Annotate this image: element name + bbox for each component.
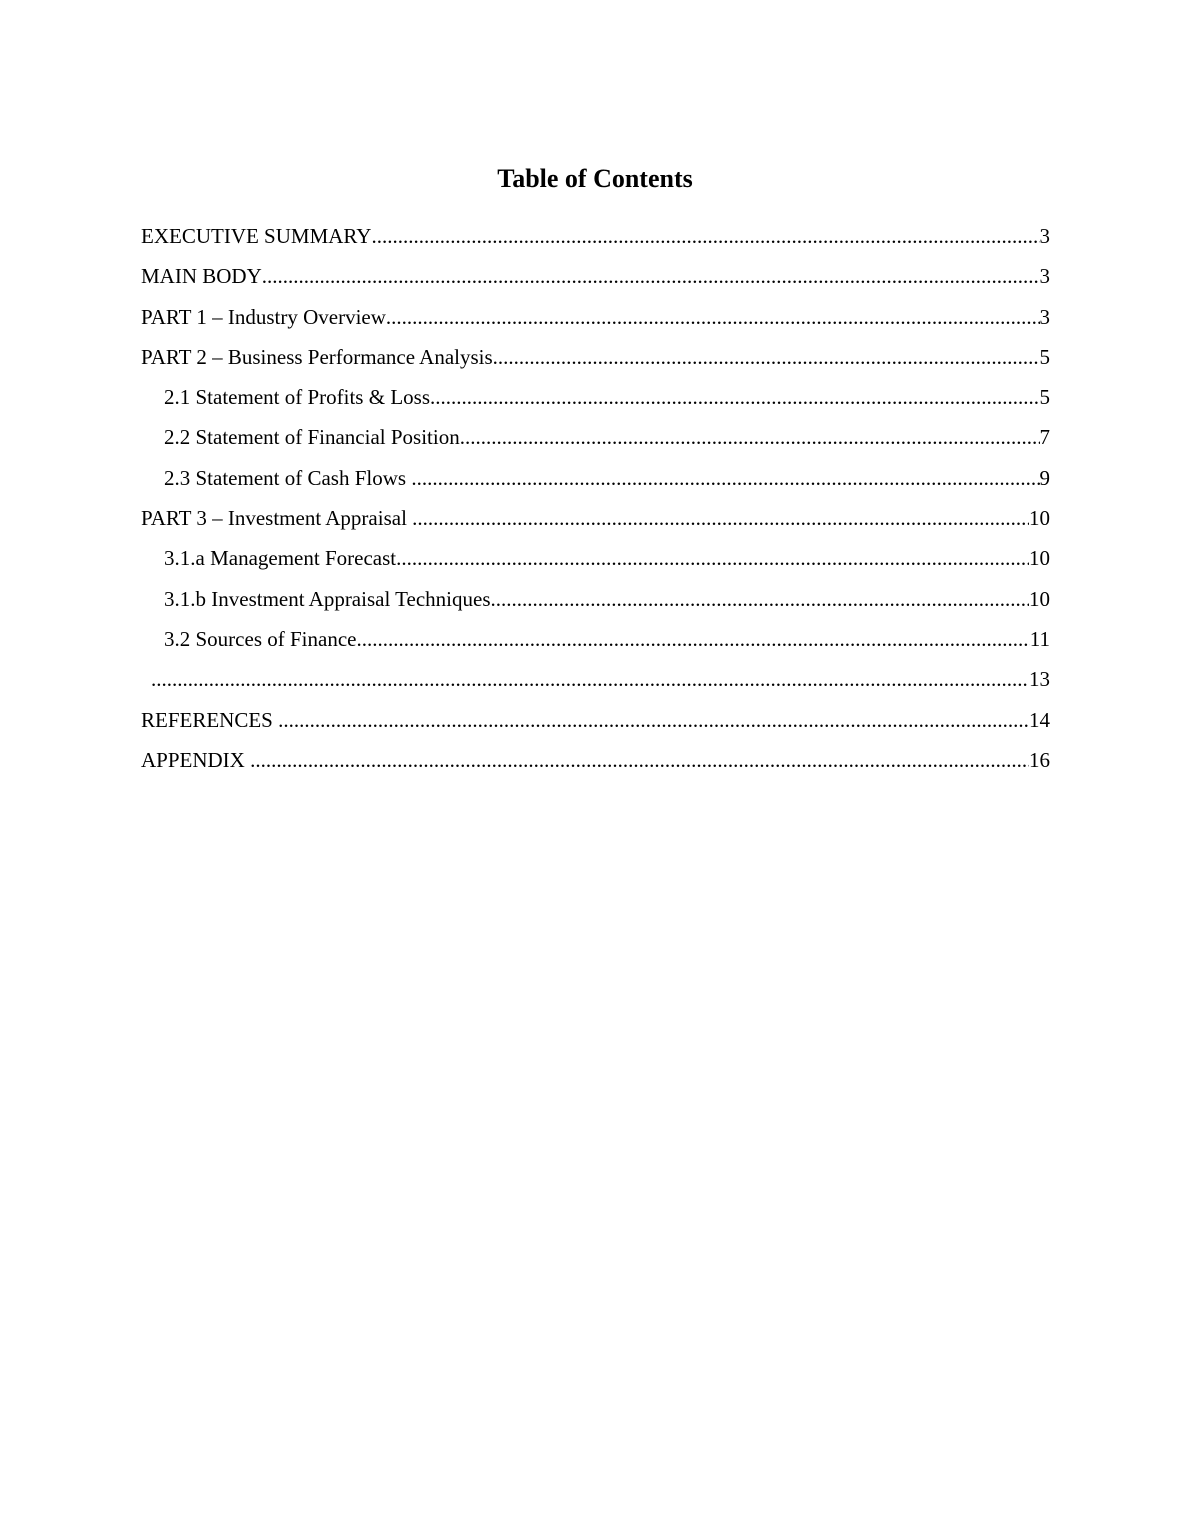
toc-entry-label: MAIN BODY [141,264,262,289]
toc-entry-main-body[interactable] [141,259,1050,299]
toc-dot-leader [278,703,1029,737]
toc-entry-3-1-b[interactable] [141,582,1050,622]
toc-entry-untitled[interactable] [141,662,1050,702]
toc-entry-label: 3.1.b Investment Appraisal Techniques [164,586,491,611]
toc-entry-label: 2.3 Statement of Cash Flows [164,465,412,490]
toc-entry-part-2[interactable] [141,340,1050,380]
toc-entry-page: 5 [1039,385,1050,410]
toc-dot-leader [412,501,1029,535]
toc-dot-leader [356,622,1029,656]
toc-entry-page: 5 [1039,344,1050,369]
toc-entry-page: 14 [1029,707,1050,732]
toc-entry-label: APPENDIX [141,747,251,772]
toc-entry-label: 2.1 Statement of Profits & Loss [164,385,430,410]
toc-entry-page: 10 [1029,546,1050,571]
toc-entry-appendix[interactable] [141,743,1050,783]
toc-dot-leader [262,259,1040,293]
toc-dot-leader [411,461,1039,495]
toc-entry-2-2[interactable] [141,420,1050,460]
toc-list [141,219,1050,783]
toc-entry-label: PART 3 – Investment Appraisal [141,506,413,531]
toc-dot-leader [493,340,1040,374]
toc-entry-part-1[interactable] [141,300,1050,340]
toc-entry-executive-summary[interactable] [141,219,1050,259]
toc-entry-label: PART 1 – Industry Overview [141,304,386,329]
toc-entry-label: EXECUTIVE SUMMARY [141,224,372,248]
toc-entry-page: 16 [1029,747,1050,772]
toc-entry-page: 13 [1029,667,1050,692]
toc-dot-leader [396,541,1029,575]
toc-title: Table of Contents [497,164,693,193]
toc-entry-2-3[interactable] [141,461,1050,501]
toc-entry-label: 2.2 Statement of Financial Position [164,425,460,450]
toc-dot-leader [491,582,1030,616]
toc-entry-2-1[interactable] [141,380,1050,420]
toc-entry-label: PART 2 – Business Performance Analysis [141,344,493,369]
toc-entry-label: 3.1.a Management Forecast [164,546,397,571]
toc-entry-page: 3 [1039,304,1050,329]
toc-entry-page: 9 [1039,465,1050,490]
toc-entry-label: 3.2 Sources of Finance [164,626,357,651]
toc-dot-leader [430,380,1040,414]
toc-dot-leader [151,662,1029,696]
toc-entry-label: REFERENCES [141,707,279,732]
toc-dot-leader [371,219,1039,253]
toc-dot-leader [386,300,1040,334]
toc-entry-page: 3 [1039,224,1050,248]
toc-entry-3-2[interactable] [141,622,1050,662]
toc-entry-page: 3 [1039,264,1050,289]
toc-entry-3-1-a[interactable] [141,541,1050,581]
toc-entry-references[interactable] [141,703,1050,743]
toc-entry-page: 10 [1029,586,1050,611]
toc-entry-page: 7 [1039,425,1050,450]
toc-entry-page: 10 [1029,506,1050,531]
toc-dot-leader [250,743,1029,777]
toc-dot-leader [460,420,1040,454]
toc-entry-page: 11 [1029,626,1050,651]
toc-entry-part-3[interactable] [141,501,1050,541]
